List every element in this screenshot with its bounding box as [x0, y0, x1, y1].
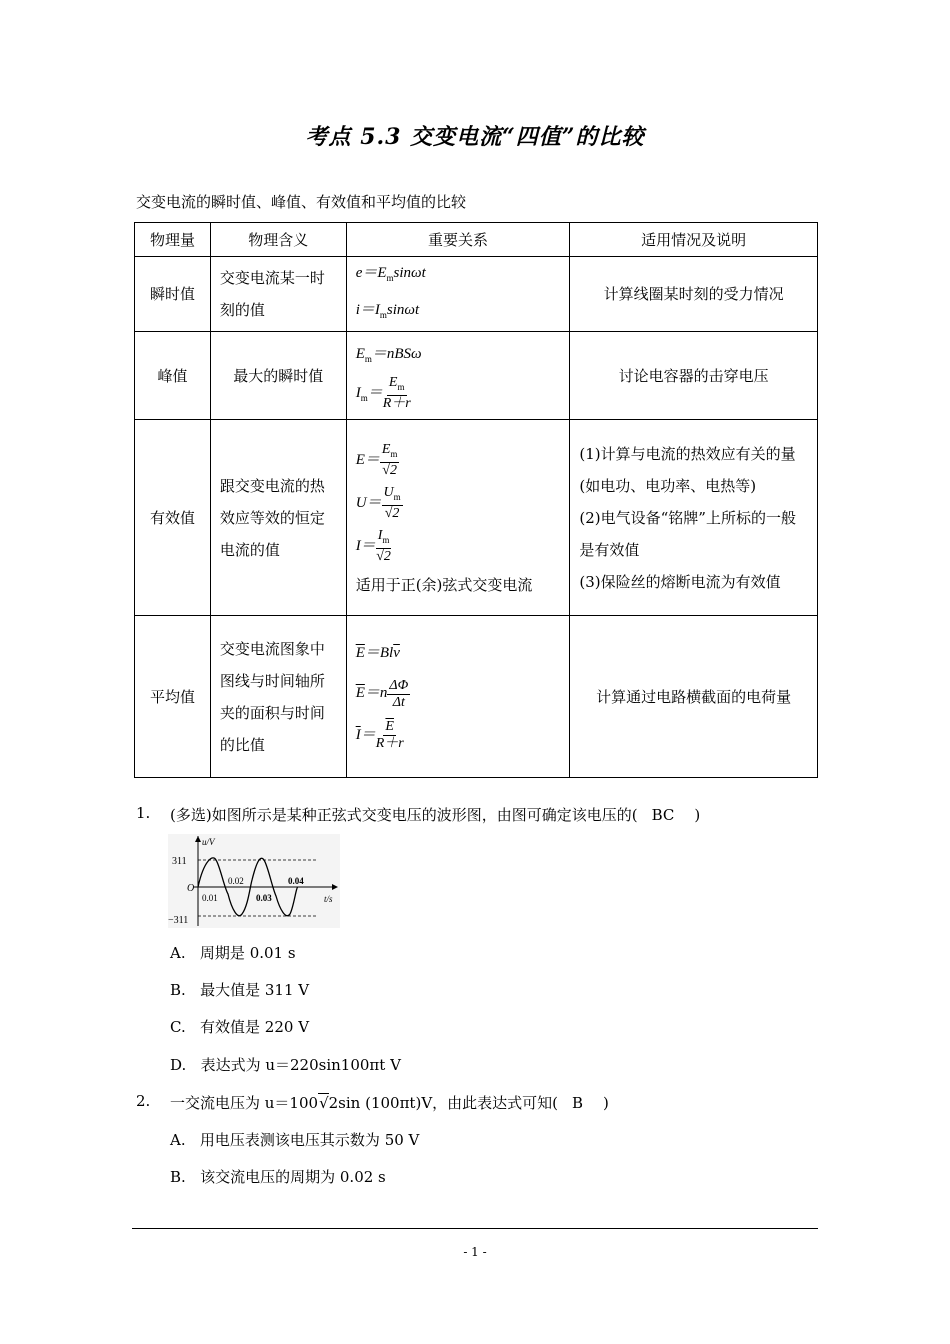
comparison-table	[134, 222, 818, 778]
row-relation	[346, 420, 570, 616]
q2-stem-text: 2sin (100πt)V，由此表达式可知(	[328, 1094, 558, 1112]
graph-ymin-label: −311	[168, 915, 189, 926]
page-title: 考点 5.3 交变电流“四值”的比较	[305, 124, 645, 150]
row-meaning: 最大的瞬时值	[210, 332, 346, 420]
q2-close: )	[603, 1094, 609, 1112]
note-line: (3)保险丝的熔断电流为有效值	[579, 572, 781, 591]
header-cell: 物理量	[135, 223, 211, 257]
graph-yaxis-label: u/V	[202, 837, 215, 847]
q1-answer: BC	[651, 806, 675, 824]
q2-stem-text: 一交流电压为 u＝100	[170, 1094, 319, 1112]
formula: E＝ $\frac{E_m}{√2}$	[355, 442, 398, 478]
footer-divider	[132, 1228, 818, 1229]
formula: $i=I_m\sin\omega t$	[355, 302, 420, 320]
header-cell: 适用情况及说明	[570, 223, 818, 257]
option-text: 该交流电压的周期为 0.02 s	[200, 1168, 386, 1186]
option-label: B.	[170, 1168, 186, 1186]
table-row	[135, 616, 818, 778]
table-row	[135, 332, 818, 420]
row-relation	[346, 616, 570, 778]
graph-origin-label: O	[187, 883, 195, 894]
q2-answer: B	[572, 1094, 584, 1112]
option-text: 有效值是 220 V	[200, 1018, 310, 1036]
row-meaning: 跟交变电流的热效应等效的恒定电流的值	[210, 420, 346, 616]
row-name: 峰值	[135, 332, 211, 420]
formula: $\overline{I}=$ $\frac{\overline{E}}{R+r}$	[355, 718, 404, 751]
q1-option-c	[170, 1016, 309, 1037]
graph-tick-label: 0.03	[256, 893, 272, 903]
q1-option-d	[170, 1054, 401, 1075]
q2-number: 2.	[136, 1092, 151, 1110]
graph-xaxis-label: t/s	[324, 894, 333, 904]
row-name: 有效值	[135, 420, 211, 616]
formula: I＝ $\frac{I_m}{√2}$	[355, 528, 391, 564]
formula: $\overline{E}=Bl\overline{v}$	[355, 645, 400, 662]
row-name: 瞬时值	[135, 257, 211, 332]
option-label: A.	[170, 1131, 186, 1149]
graph-tick-label: 0.01	[202, 893, 218, 903]
option-label: A.	[170, 944, 186, 962]
row-note	[570, 420, 818, 616]
option-label: D.	[170, 1056, 187, 1074]
option-label: C.	[170, 1018, 186, 1036]
formula: $\overline{E}=n$ $\frac{\Delta\Phi}{\Delta t}$	[355, 677, 409, 710]
q1-option-b	[170, 979, 309, 1000]
formula: $E_m=nBS\omega$	[355, 345, 422, 364]
table-row	[135, 257, 818, 332]
q2-stem: 一交流电压为 u＝100√2sin (100πt)V，由此表达式可知( B )	[170, 1094, 609, 1112]
header-cell: 物理含义	[210, 223, 346, 257]
row-note: 讨论电容器的击穿电压	[570, 332, 818, 420]
waveform-graph	[168, 834, 340, 928]
header-cell: 重要关系	[346, 223, 570, 257]
option-text: 最大值是 311 V	[200, 981, 310, 999]
formula: $e=E_m\sin\omega t$	[355, 265, 426, 283]
graph-tick-label: 0.02	[228, 876, 244, 886]
q1-number: 1.	[136, 804, 151, 822]
graph-tick-label: 0.04	[288, 876, 304, 886]
q1-close: )	[694, 806, 701, 824]
option-text: 表达式为 u＝220sin100πt V	[200, 1056, 401, 1074]
note-line: (1)计算与电流的热效应有关的量(如电功、电功率、电热等)	[579, 444, 796, 495]
formula-note: 适用于正(余)弦式交变电流	[355, 576, 533, 594]
row-note: 计算通过电路横截面的电荷量	[570, 616, 818, 778]
row-name: 平均值	[135, 616, 211, 778]
q2-option-b	[170, 1166, 386, 1187]
row-meaning: 交变电流某一时刻的值	[210, 257, 346, 332]
option-text: 用电压表测该电压其示数为 50 V	[199, 1131, 420, 1149]
option-label: B.	[170, 981, 186, 999]
q1-option-a	[170, 942, 296, 963]
row-note: 计算线圈某时刻的受力情况	[570, 257, 818, 332]
intro-text: 交变电流的瞬时值、峰值、有效值和平均值的比较	[136, 193, 467, 211]
q1-stem-text: (多选)如图所示是某种正弦式交变电压的波形图，由图可确定该电压的(	[170, 806, 638, 824]
row-meaning: 交变电流图象中图线与时间轴所夹的面积与时间的比值	[210, 616, 346, 778]
row-relation	[346, 257, 570, 332]
graph-ymax-label: 311	[172, 856, 187, 867]
q1-stem	[170, 804, 700, 825]
row-relation	[346, 332, 570, 420]
note-line: (2)电气设备“铭牌”上所标的一般是有效值	[579, 508, 796, 559]
table-header-row	[135, 223, 818, 257]
q2-option-a	[170, 1129, 419, 1150]
formula: U＝ $\frac{U_m}{√2}$	[355, 485, 401, 521]
table-row	[135, 420, 818, 616]
option-text: 周期是 0.01 s	[199, 944, 296, 962]
formula: $I_m=$ $\frac{E_m}{R+r}$	[355, 374, 411, 411]
page-number: - 1 -	[463, 1245, 487, 1259]
